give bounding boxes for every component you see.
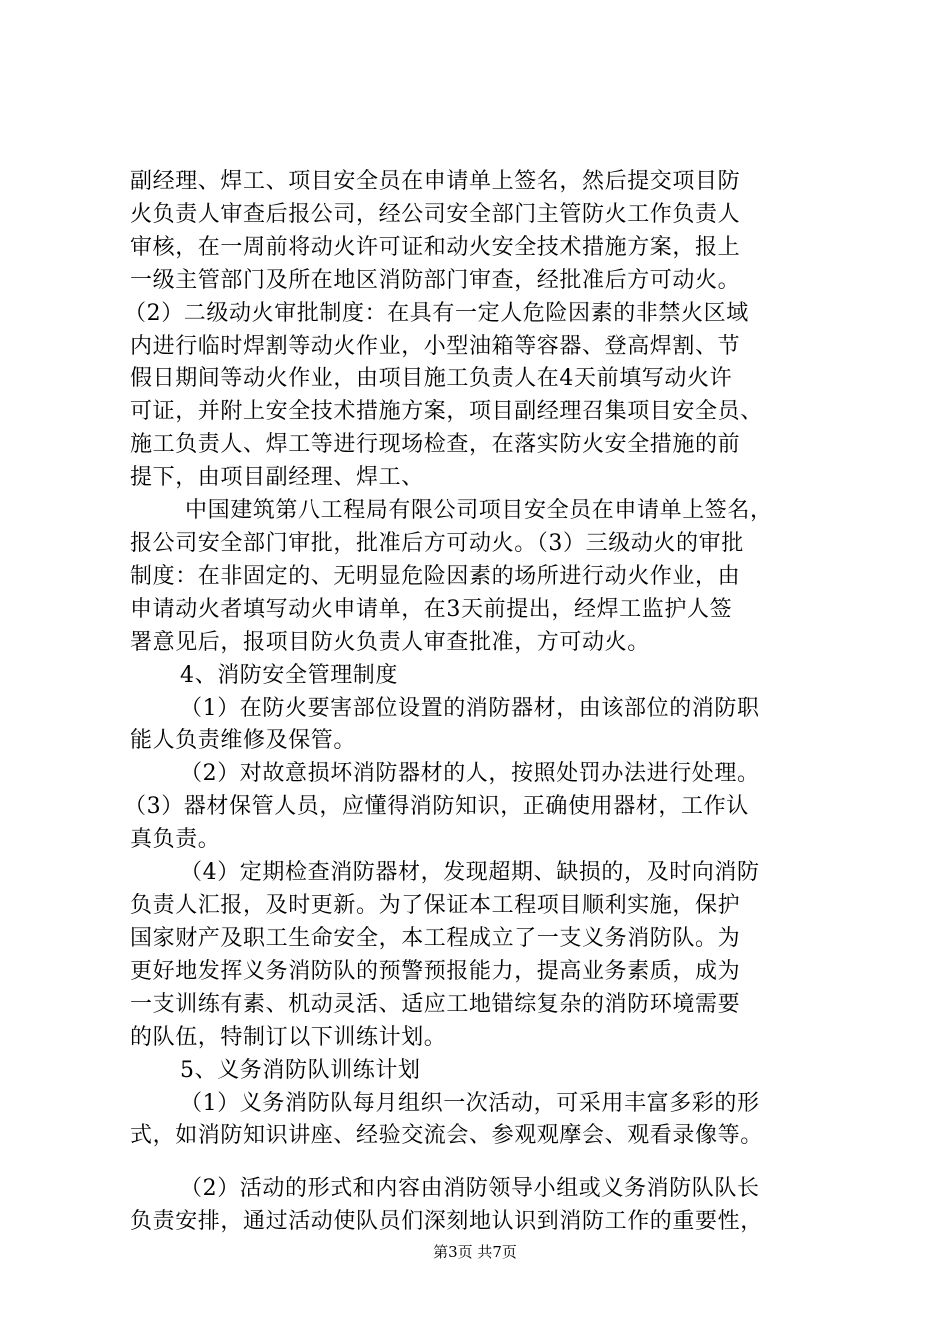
paragraph-line: 副经理、焊工、项目安全员在申请单上签名，然后提交项目防 [130,169,741,194]
paragraph-line: 报公司安全部门审批，批准后方可动火。（3）三级动火的审批 [130,531,744,556]
section-heading: 5、义务消防队训练计划 [180,1058,421,1083]
paragraph-line: （1）在防火要害部位设置的消防器材，由该部位的消防职 [180,696,760,721]
paragraph-line: 真负责。 [130,827,221,852]
paragraph-line: 一支训练有素、机动灵活、适应工地错综复杂的消防环境需要 [130,992,741,1017]
paragraph-line: 提下，由项目副经理、焊工、 [130,465,424,490]
paragraph-line: 式，如消防知识讲座、经验交流会、参观观摩会、观看录像等。 [130,1123,763,1148]
paragraph-line: 负责安排，通过活动使队员们深刻地认识到消防工作的重要性， [130,1209,763,1234]
paragraph-line: （2）对故意损坏消防器材的人，按照处罚办法进行处理。 [180,761,760,786]
paragraph-line: 可证，并附上安全技术措施方案，项目副经理召集项目安全员、 [130,399,763,424]
paragraph-line: （3）器材保管人员，应懂得消防知识，正确使用器材，工作认 [124,794,749,819]
paragraph-line: 的队伍，特制订以下训练计划。 [130,1025,447,1050]
paragraph-line: 一级主管部门及所在地区消防部门审查，经批准后方可动火。 [130,268,741,293]
paragraph-line: （1）义务消防队每月组织一次活动，可采用丰富多彩的形 [180,1091,760,1116]
paragraph-line: 署意见后，报项目防火负责人审查批准，方可动火。 [130,630,650,655]
paragraph-line: 中国建筑第八工程局有限公司项目安全员在申请单上签名， [185,498,773,523]
paragraph-line: 内进行临时焊割等动火作业，小型油箱等容器、登高焊割、节 [130,334,741,359]
paragraph-line: 施工负责人、焊工等进行现场检查，在落实防火安全措施的前 [130,432,741,457]
paragraph-line: 能人负责维修及保管。 [130,728,357,753]
paragraph-line: 负责人汇报，及时更新。为了保证本工程项目顺利实施，保护 [130,893,741,918]
paragraph-line: （4）定期检查消防器材，发现超期、缺损的，及时向消防 [180,860,760,885]
page-footer: 第3页 共7页 [433,1243,517,1261]
paragraph-line: 更好地发挥义务消防队的预警预报能力，提高业务素质，成为 [130,959,741,984]
paragraph-line: 国家财产及职工生命安全，本工程成立了一支义务消防队。为 [130,926,741,951]
paragraph-line: 申请动火者填写动火申请单，在3天前提出，经焊工监护人签 [130,597,733,622]
section-heading: 4、消防安全管理制度 [180,663,398,688]
paragraph-line: 火负责人审查后报公司，经公司安全部门主管防火工作负责人 [130,202,741,227]
paragraph-line: 审核，在一周前将动火许可证和动火安全技术措施方案，报上 [130,235,741,260]
paragraph-line: 假日期间等动火作业，由项目施工负责人在4天前填写动火许 [130,366,733,391]
paragraph-line: （2）活动的形式和内容由消防领导小组或义务消防队队长 [180,1176,760,1201]
paragraph-line: （2）二级动火审批制度：在具有一定人危险因素的非禁火区域 [124,301,749,326]
paragraph-line: 制度：在非固定的、无明显危险因素的场所进行动火作业，由 [130,564,741,589]
